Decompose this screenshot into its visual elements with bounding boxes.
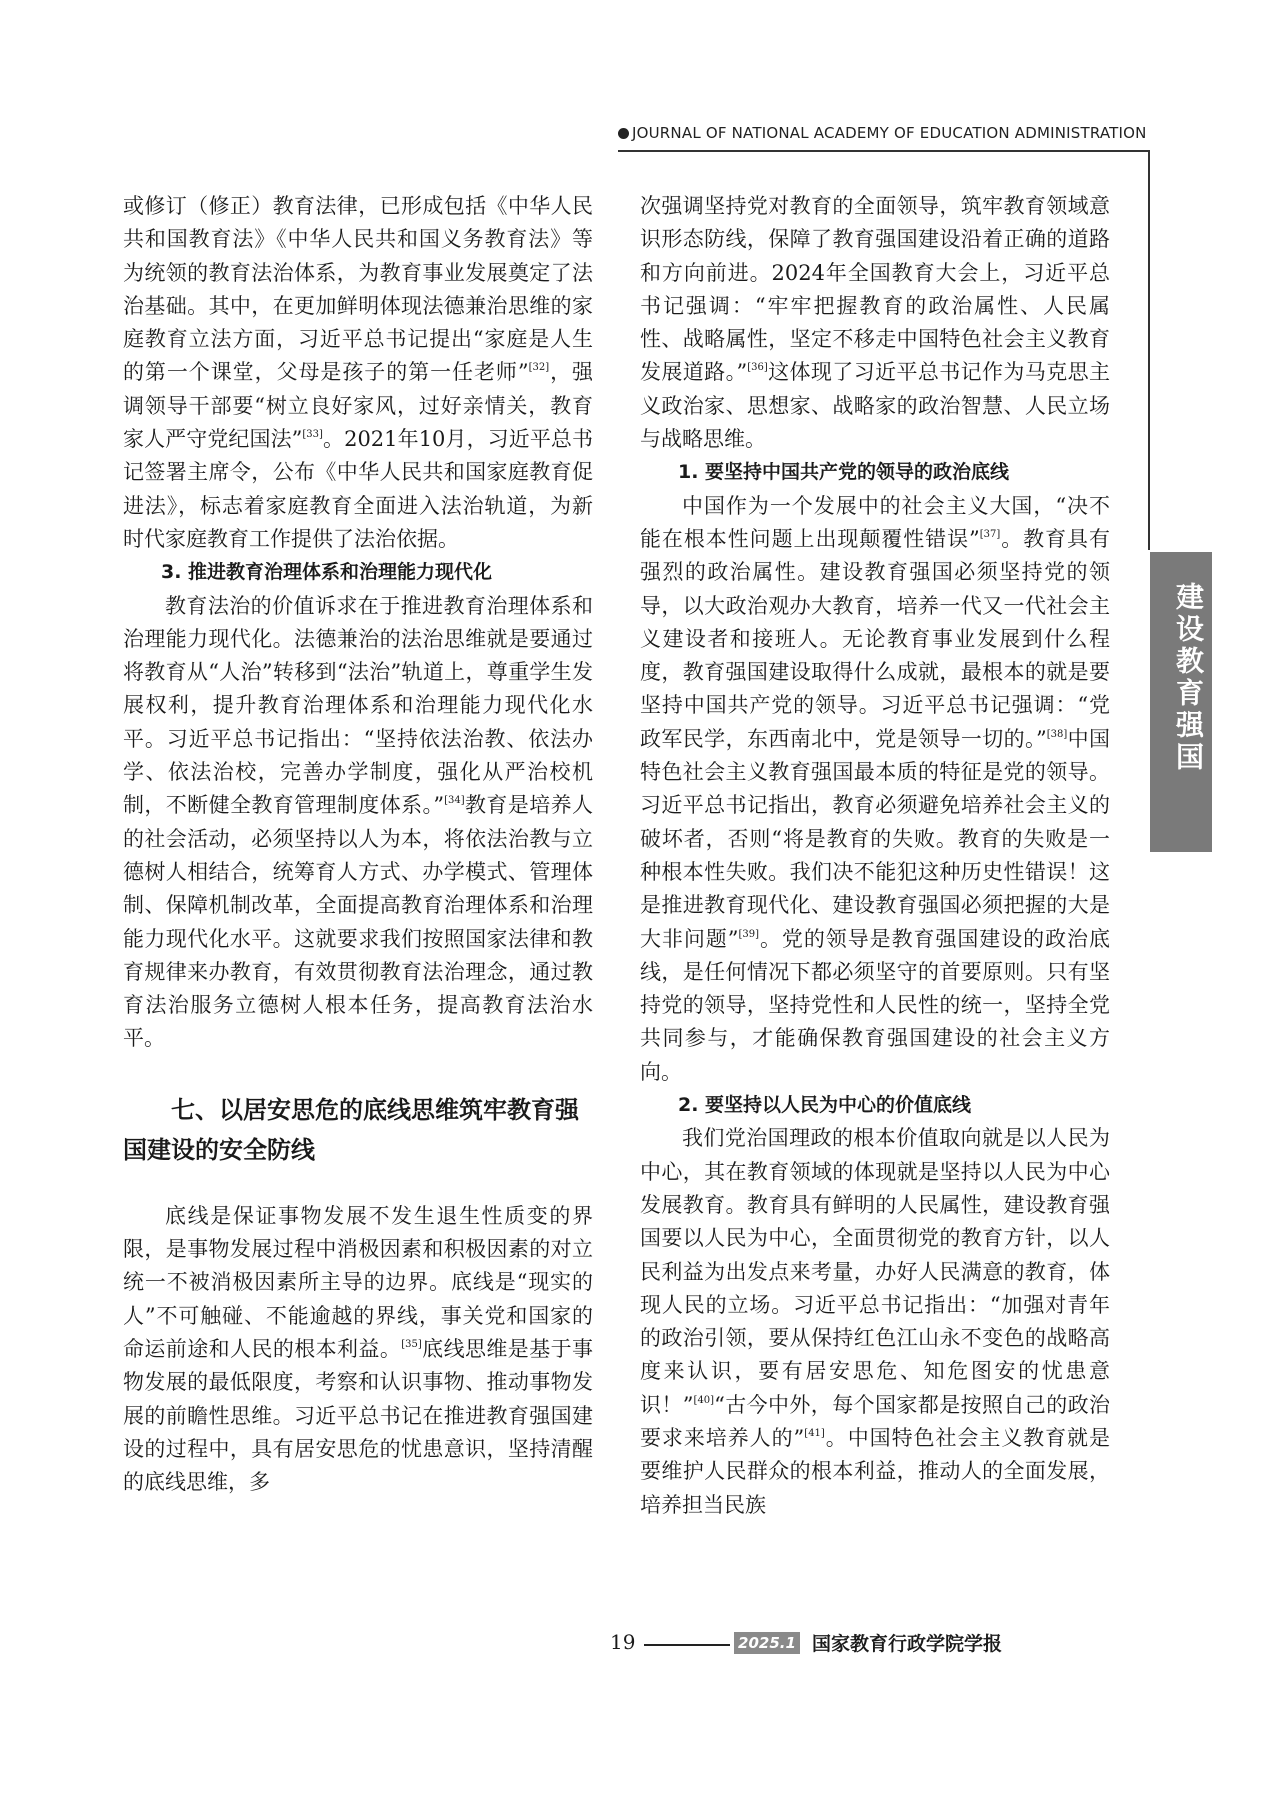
page-number: 19	[610, 1630, 636, 1654]
header-rule	[618, 150, 1150, 152]
text-run: 或修订（修正）教育法律，已形成包括《中华人民共和国教育法》《中华人民共和国义务教育法》等为统领的教育法治体系，为教育事业发展奠定了法治基础。其中，在更加鲜明体现法德兼治思维的家庭教育立法方面，习近平总书记提出“家庭是人生的第一个课堂，父母是孩子的第一任老师”	[123, 194, 593, 385]
paragraph-governance-modernization	[123, 590, 593, 1056]
left-column	[123, 190, 593, 1499]
citation-40: [40]	[693, 1394, 715, 1406]
text-run: 次强调坚持党对教育的全面领导，筑牢教育领域意识形态防线，保障了教育强国建设沿着正确的道路和方向前进。2024年全国教育大会上，习近平总书记强调：“牢牢把握教育的政治属性、人民属性、战略属性，坚定不移走中国特色社会主义教育发展道路。”	[640, 194, 1110, 385]
text-run: 。中国特色社会主义教育就是要维护人民群众的根本利益，推动人的全面发展，培养担当民族	[640, 1425, 1110, 1517]
text-run: “古今中外，每个国家都是按照自己的政治要求来培养人的”	[640, 1392, 1110, 1450]
citation-32: [32]	[528, 362, 550, 374]
paragraph-family-education-law	[123, 190, 593, 556]
bullet-dot-icon	[618, 128, 629, 139]
right-column	[640, 190, 1110, 1522]
citation-36: [36]	[747, 362, 768, 374]
text-run: 中国作为一个发展中的社会主义大国，“决不能在根本性问题上出现颠覆性错误”	[640, 493, 1110, 551]
text-run: 。教育具有强烈的政治属性。建设教育强国必须坚持党的领导，以大政治观办大教育，培养一代又一代社会主义建设者和接班人。无论教育事业发展到什么程度，教育强国建设取得什么成就，最根本的就是要坚持中国共产党的领导。习近平总书记强调：“党政军民学，东西南北中，党是领导一切的。”	[640, 526, 1110, 751]
issue-badge: 2025.1	[734, 1632, 800, 1654]
citation-41: [41]	[804, 1427, 825, 1439]
citation-37: [37]	[979, 528, 1001, 540]
text-run: 底线思维是基于事物发展的最低限度，考察和认识事物、推动事物发展的前瞻性思维。习近平总书记在推进教育强国建设的过程中，具有居安思危的忧患意识，坚持清醒的底线思维，多	[123, 1336, 594, 1495]
text-run: 教育法治的价值诉求在于推进教育治理体系和治理能力现代化。法德兼治的法治思维就是要通过将教育从“人治”转移到“法治”轨道上，尊重学生发展权利，提升教育治理体系和治理能力现代化水平。习近平总书记指出：“坚持依法治教、依法办学、依法治校，完善办学制度，强化从严治校机制，不断健全教育管理制度体系。”	[123, 593, 593, 818]
citation-39: [39]	[738, 928, 760, 940]
citation-33: [33]	[302, 429, 323, 441]
paragraph-party-leadership-intro	[640, 190, 1110, 456]
section-7-title: 七、以居安思危的底线思维筑牢教育强国建设的安全防线	[123, 1095, 579, 1164]
page-footer	[600, 1628, 1160, 1658]
text-run: ，强调领导干部要“树立良好家风，过好亲情关，教育家人严守党纪国法”	[123, 360, 594, 452]
paragraph-political-bottom-line	[640, 490, 1110, 1089]
section-side-tab	[1150, 552, 1212, 852]
side-tab-label: 建设教育强国	[1172, 582, 1205, 774]
paragraph-bottom-line	[123, 1200, 593, 1500]
text-run: 教育是培养人的社会活动，必须坚持以人为本，将依法治教与立德树人相结合，统筹育人方式、办学模式、管理体制、保障机制改革，全面提高教育治理体系和治理能力现代化水平。这就要求我们按照国家法律和教育规律来办教育，有效贯彻教育法治理念，通过教育法治服务立德树人根本任务，提高教育法治水平。	[123, 793, 593, 1051]
subheading-3: 3. 推进教育治理体系和治理能力现代化	[161, 561, 493, 584]
subheading-2: 2. 要坚持以人民为中心的价值底线	[678, 1094, 972, 1117]
journal-header	[618, 124, 1147, 142]
text-run: 我们党治国理政的根本价值取向就是以人民为中心，其在教育领域的体现就是坚持以人民为中心发展教育。教育具有鲜明的人民属性，建设教育强国要以人民为中心，全面贯彻党的教育方针，以人民利益为出发点来考量，办好人民满意的教育，体现人民的立场。习近平总书记指出：“加强对青年的政治引领，要从保持红色江山永不变色的战略高度来认识，要有居安思危、知危图安的忧患意识！”	[640, 1126, 1110, 1417]
text-run: 。2021年10月，习近平总书记签署主席令，公布《中华人民共和国家庭教育促进法》，标志着家庭教育全面进入法治轨道，为新时代家庭教育工作提供了法治依据。	[123, 427, 593, 551]
subheading-1: 1. 要坚持中国共产党的领导的政治底线	[678, 461, 1010, 484]
text-run: 底线是保证事物发展不发生退生性质变的界限，是事物发展过程中消极因素和积极因素的对立统一不被消极因素所主导的边界。底线是“现实的人”不可触碰、不能逾越的界线，事关党和国家的命运前途和人民的根本利益。	[123, 1203, 593, 1361]
text-run: 中国特色社会主义教育强国最本质的特征是党的领导。习近平总书记指出，教育必须避免培养社会主义的破坏者，否则“将是教育的失败。教育的失败是一种根本性失败。我们决不能犯这种历史性错误！这是推进教育现代化、建设教育强国必须把握的大是大非问题”	[640, 726, 1111, 951]
citation-35: [35]	[401, 1338, 422, 1350]
journal-chinese-title: 国家教育行政学院学报	[812, 1633, 1003, 1655]
journal-english-title: JOURNAL OF NATIONAL ACADEMY OF EDUCATION ADMINISTRATION	[632, 124, 1147, 142]
paragraph-people-centered	[640, 1122, 1110, 1522]
header-vertical-rule	[1148, 150, 1150, 550]
text-run: 。党的领导是教育强国建设的政治底线，是任何情况下都必须坚守的首要原则。只有坚持党的领导，坚持党性和人民性的统一，坚持全党共同参与，才能确保教育强国建设的社会主义方向。	[640, 926, 1110, 1084]
text-run: 这体现了习近平总书记作为马克思主义政治家、思想家、战略家的政治智慧、人民立场与战略思维。	[640, 360, 1110, 452]
footer-rule	[644, 1644, 730, 1646]
citation-38: [38]	[1046, 728, 1068, 740]
citation-34: [34]	[444, 795, 465, 807]
